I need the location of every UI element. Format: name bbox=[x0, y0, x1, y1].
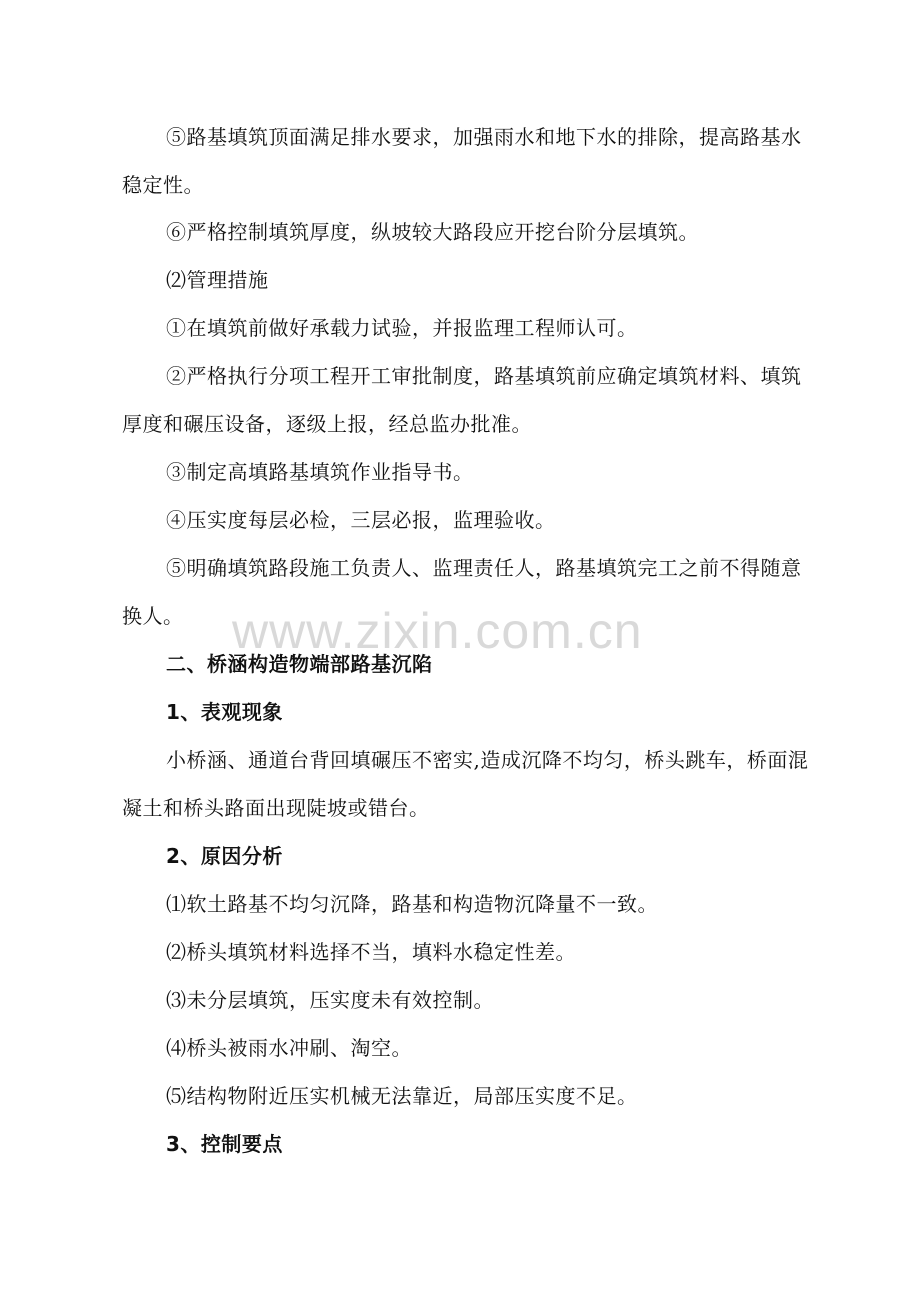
heading-appearance: 1、表观现象 bbox=[166, 700, 283, 724]
paragraph-cause-1: ⑴软土路基不均匀沉降，路基和构造物沉降量不一致。 bbox=[166, 892, 658, 916]
paragraph-cause-4: ⑷桥头被雨水冲刷、淘空。 bbox=[166, 1036, 412, 1060]
heading-cause-analysis: 2、原因分析 bbox=[166, 844, 283, 868]
paragraph-cause-5: ⑸结构物附近压实机械无法靠近，局部压实度不足。 bbox=[166, 1084, 638, 1108]
paragraph-cause-2: ⑵桥头填筑材料选择不当，填料水稳定性差。 bbox=[166, 940, 576, 964]
paragraph-compaction-check: ④压实度每层必检，三层必报，监理验收。 bbox=[166, 508, 556, 532]
paragraph-cause-3: ⑶未分层填筑，压实度未有效控制。 bbox=[166, 988, 494, 1012]
section-heading-bridge-subsidence: 二、桥涵构造物端部路基沉陷 bbox=[166, 652, 433, 676]
paragraph-appearance-description: 小桥涵、通道台背回填碾压不密实,造成沉降不均匀，桥头跳车，桥面混凝土和桥头路面出现陡坡或错台。 bbox=[122, 748, 809, 820]
paragraph-responsible-persons: ⑤明确填筑路段施工负责人、监理责任人，路基填筑完工之前不得随意换人。 bbox=[122, 556, 802, 628]
paragraph-approval-system: ②严格执行分项工程开工审批制度，路基填筑前应确定填筑材料、填筑厚度和碾压设备，逐级上报，经总监办批准。 bbox=[122, 364, 802, 436]
watermark: www.zixin.com.cn bbox=[232, 603, 643, 659]
paragraph-guidebook: ③制定高填路基填筑作业指导书。 bbox=[166, 460, 474, 484]
subheading-management-measures: ⑵管理措施 bbox=[166, 268, 269, 292]
paragraph-drainage: ⑤路基填筑顶面满足排水要求，加强雨水和地下水的排除，提高路基水稳定性。 bbox=[122, 125, 802, 197]
paragraph-bearing-test: ①在填筑前做好承载力试验，并报监理工程师认可。 bbox=[166, 316, 638, 340]
heading-control-points: 3、控制要点 bbox=[166, 1132, 283, 1156]
paragraph-fill-thickness: ⑥严格控制填筑厚度，纵坡较大路段应开挖台阶分层填筑。 bbox=[166, 220, 699, 244]
